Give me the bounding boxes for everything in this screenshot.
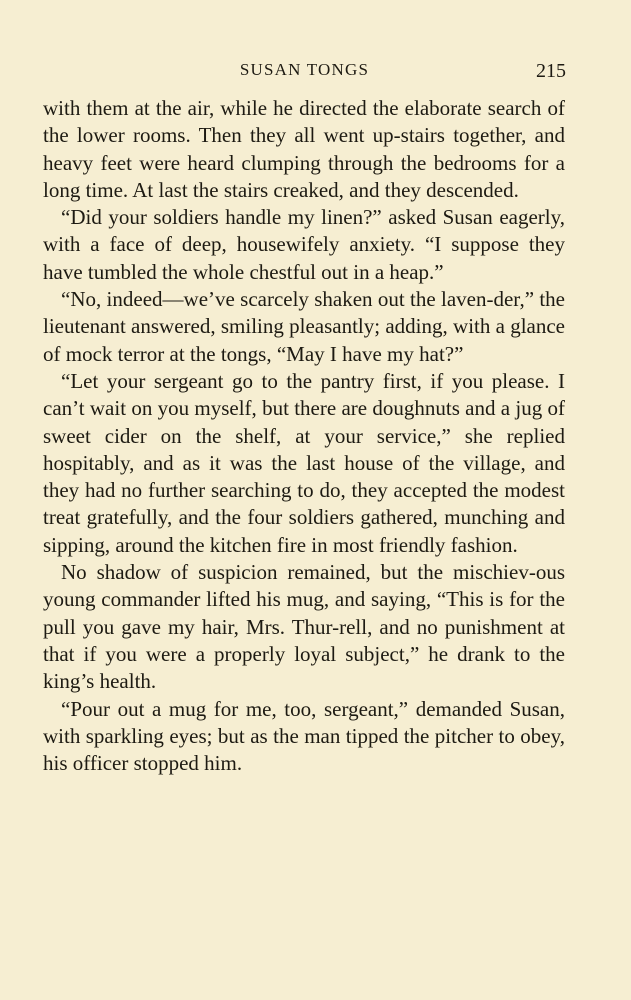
paragraph: “Pour out a mug for me, too, sergeant,” demanded Susan, with sparkling eyes; but as the man tipped the pitcher to obey, his officer stopped him.: [43, 696, 565, 776]
body-text: [43, 95, 565, 777]
paragraph-continued: with them at the air, while he directed the elaborate search of the lower rooms. Then they all went up-stairs together, and heavy feet were heard clumping through the bedrooms for a long time. At last the stairs creaked, and they descended.: [43, 96, 565, 202]
paragraph: “No, indeed—we’ve scarcely shaken out the laven-der,” the lieutenant answered, smiling pleasantly; adding, with a glance of mock terror at the tongs, “May I have my hat?”: [43, 287, 565, 366]
paragraph: No shadow of suspicion remained, but the mischiev-ous young commander lifted his mug, and saying, “This is for the pull you gave my hair, Mrs. Thur-rell, and no punishment at that if you were a properly loyal subject,” he drank to the king’s health.: [43, 560, 565, 694]
page-number: 215: [536, 60, 566, 82]
running-title: SUSAN TONGS: [239, 60, 370, 79]
running-head: [43, 58, 566, 84]
paragraph: “Let your sergeant go to the pantry first, if you please. I can’t wait on you myself, but there are doughnuts and a jug of sweet cider on the shelf, at your service,” she replied hospitably, and as it was the last house of the village, and they had no further searching to do, they accepted the modest treat gratefully, and the four soldiers gathered, munching and sipping, around the kitchen fire in most friendly fashion.: [43, 368, 565, 557]
paragraph: “Did your soldiers handle my linen?” asked Susan eagerly, with a face of deep, housewifely anxiety. “I suppose they have tumbled the whole chestful out in a heap.”: [43, 205, 565, 284]
